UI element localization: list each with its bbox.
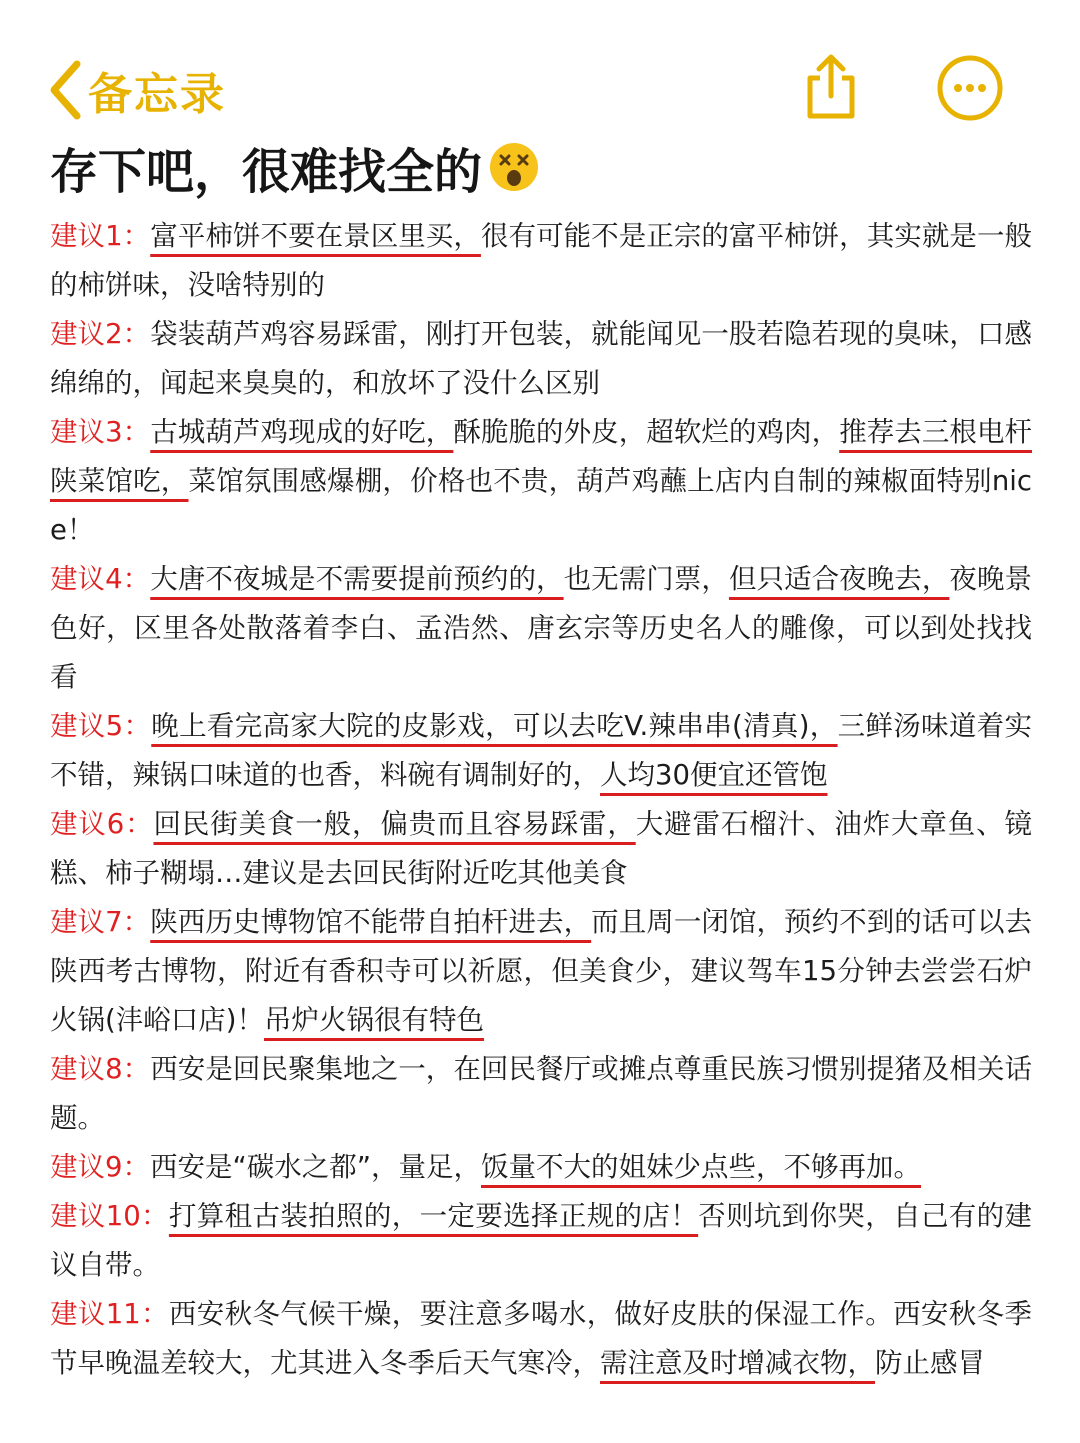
tip-text: 西安是“碳水之都”，量足， <box>150 1151 481 1183</box>
back-button[interactable] <box>48 55 226 125</box>
tip-paragraph <box>50 408 1032 555</box>
tip-highlight: 打算租古装拍照的，一定要选择正规的店！ <box>168 1200 699 1232</box>
tip-text: 酥脆脆的外皮，超软烂的鸡肉， <box>453 416 840 448</box>
note-body <box>50 212 1032 1388</box>
tip-paragraph <box>50 702 1032 800</box>
note-title-text: 存下吧，很难找全的 <box>50 143 483 200</box>
tip-paragraph <box>50 1192 1032 1290</box>
back-label: 备忘录 <box>88 69 226 120</box>
tip-paragraph <box>50 555 1032 702</box>
tip-text: 袋装葫芦鸡容易踩雷，刚打开包装，就能闻见一股若隐若现的臭味，口感绵绵的，闻起来臭臭的，和放坏了没什么区别 <box>50 318 1033 399</box>
tip-highlight: 吊炉火锅很有特色 <box>263 1004 484 1036</box>
tip-paragraph <box>50 800 1032 898</box>
tip-highlight: 但只适合夜晚去， <box>728 563 950 595</box>
tip-highlight: 大唐不夜城是不需要提前预约的， <box>150 563 564 595</box>
more-button[interactable] <box>936 54 1004 122</box>
tip-label: 建议7： <box>50 906 151 938</box>
tip-text: 否则坑到你哭，自己有的建议自带。 <box>50 1200 1033 1281</box>
tip-text: 大避雷石榴汁、油炸大章鱼、镜糕、柿子糊塌…建议是去回民街附近吃其他美食 <box>50 808 1032 889</box>
tip-highlight: 需注意及时增减衣物， <box>600 1347 875 1379</box>
tip-highlight: 回民街美食一般，偏贵而且容易踩雷， <box>153 808 636 840</box>
tip-text: 西安秋冬气候干燥，要注意多喝水，做好皮肤的保湿工作。西安秋冬季节早晚温差较大，尤其进入冬季后天气寒冷， <box>50 1298 1032 1379</box>
tip-paragraph <box>50 1143 1032 1192</box>
tip-highlight: 人均30便宜还管饱 <box>600 759 828 791</box>
tip-paragraph <box>50 1045 1032 1143</box>
tip-text: 西安是回民聚集地之一，在回民餐厅或摊点尊重民族习惯别提猪及相关话题。 <box>50 1053 1033 1134</box>
tip-text: 菜馆氛围感爆棚，价格也不贵，葫芦鸡蘸上店内自制的辣椒面特别nice！ <box>50 465 1033 546</box>
tip-label: 建议10： <box>50 1200 169 1232</box>
tip-highlight: 晚上看完高家大院的皮影戏，可以去吃V.辣串串(清真)， <box>151 710 838 742</box>
share-button[interactable] <box>800 50 862 122</box>
tip-highlight: 古城葫芦鸡现成的好吃， <box>150 416 454 448</box>
tip-paragraph <box>50 1290 1032 1388</box>
tip-text: 三鲜汤味道着实不错，辣锅口味道的也香，料碗有调制好的， <box>50 710 1032 791</box>
tip-label: 建议5： <box>50 710 152 742</box>
note-title <box>50 134 540 200</box>
more-icon <box>936 54 1004 122</box>
tip-highlight: 饭量不大的姐妹少点些，不够再加。 <box>481 1151 921 1183</box>
share-icon <box>800 50 862 122</box>
tip-label: 建议8： <box>50 1053 151 1085</box>
tip-text: 防止感冒 <box>875 1347 985 1379</box>
tip-paragraph <box>50 898 1032 1045</box>
tip-text: 很有可能不是正宗的富平柿饼，其实就是一般的柿饼味，没啥特别的 <box>50 220 1033 301</box>
tip-label: 建议1： <box>50 220 151 252</box>
tip-label: 建议3： <box>50 416 151 448</box>
tip-highlight: 陕西历史博物馆不能带自拍杆进去， <box>150 906 592 938</box>
chevron-left-icon <box>48 59 82 121</box>
tip-label: 建议6： <box>50 808 154 840</box>
dizzy-face-emoji <box>488 141 540 193</box>
tip-label: 建议4： <box>50 563 151 595</box>
tip-label: 建议11： <box>50 1298 169 1330</box>
tip-text: 而且周一闭馆，预约不到的话可以去陕西考古博物，附近有香积寺可以祈愿，但美食少，建议驾车15分钟去尝尝石炉火锅(沣峪口店)！ <box>50 906 1033 1036</box>
tip-label: 建议2： <box>50 318 151 350</box>
nav-bar <box>0 0 1080 140</box>
tip-text: 也无需门票， <box>563 563 729 595</box>
tip-highlight: 推荐去三根电杆陕菜馆吃， <box>50 416 1033 497</box>
tip-text: 夜晚景色好，区里各处散落着李白、孟浩然、唐玄宗等历史名人的雕像，可以到处找找看 <box>50 563 1033 693</box>
tip-paragraph <box>50 212 1032 310</box>
tip-label: 建议9： <box>50 1151 150 1183</box>
tip-highlight: 富平柿饼不要在景区里买， <box>150 220 481 252</box>
tip-paragraph <box>50 310 1032 408</box>
